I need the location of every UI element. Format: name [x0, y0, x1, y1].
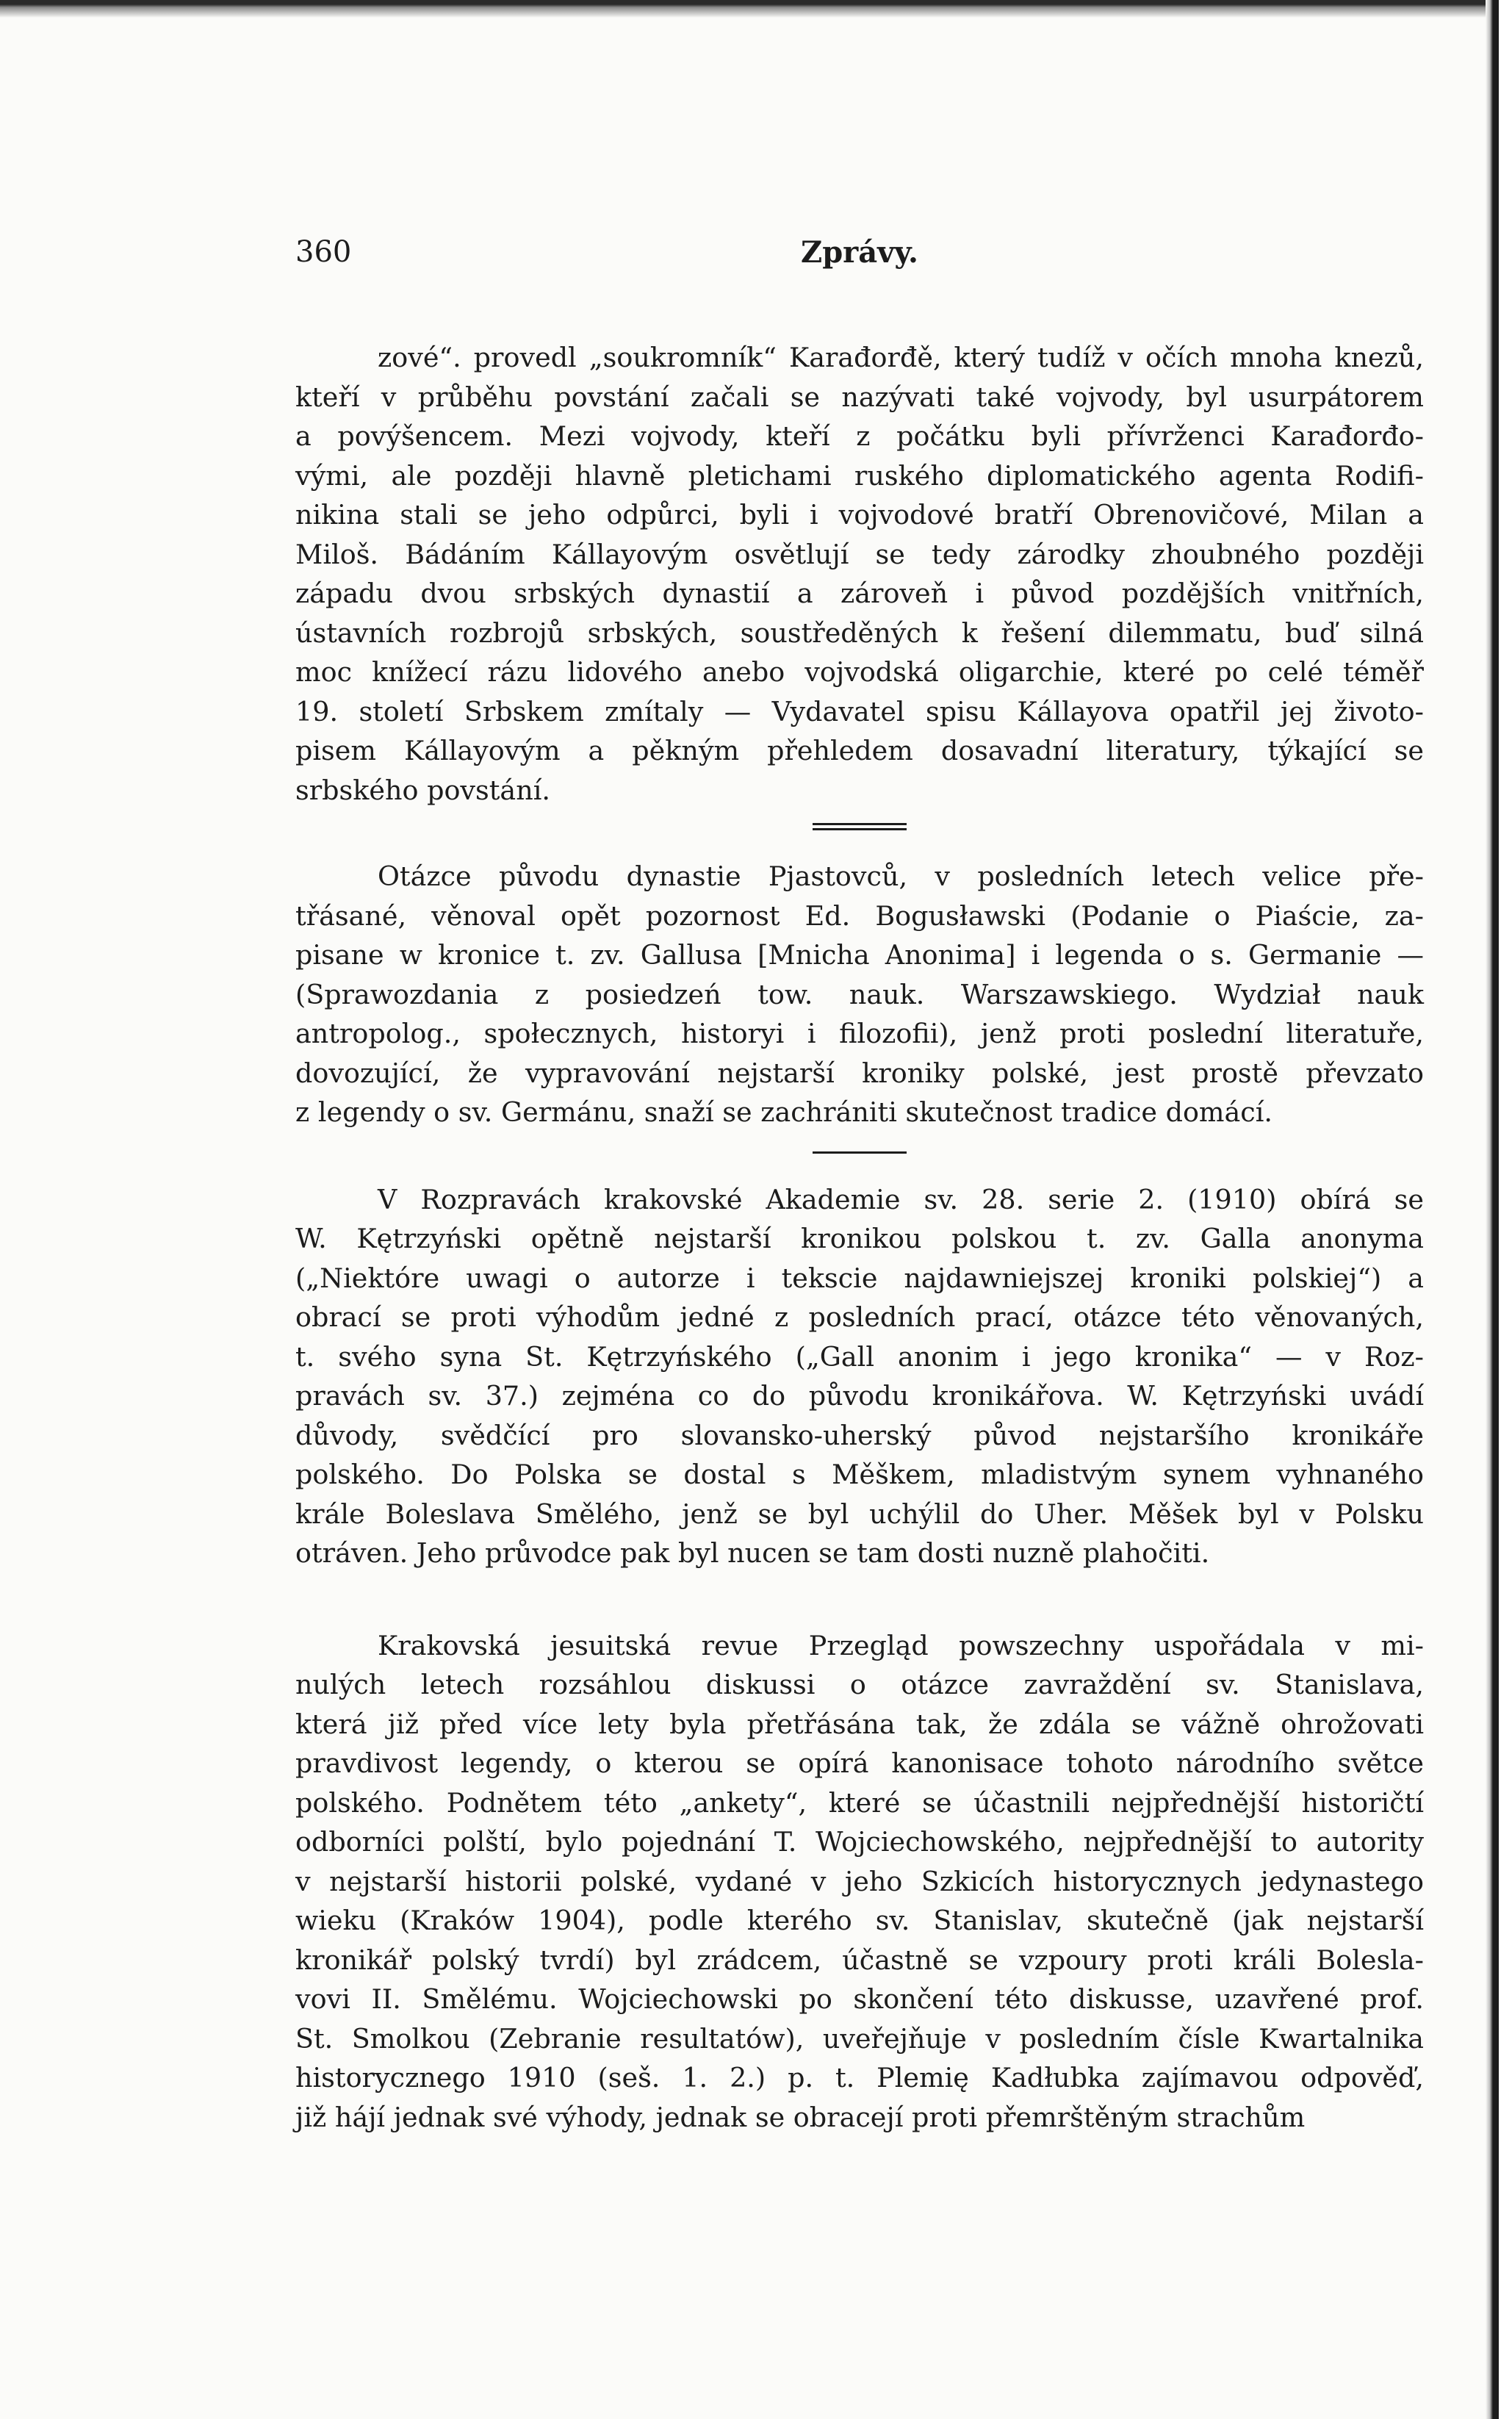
text-line: třásané, věnoval opět pozornost Ed. Bogusławski (Podanie o Piaście, za-	[295, 899, 1424, 932]
text-line: již hájí jednak své výhody, jednak se obracejí proti přemrštěným strachům	[295, 2101, 1306, 2133]
text-line: wieku (Kraków 1904), podle kterého sv. Stanislav, skutečně (jak nejstarší	[295, 1905, 1424, 1936]
page-header	[295, 235, 1424, 279]
paragraph	[295, 338, 1424, 810]
text-line: Miloš. Bádáním Kállayovým osvětlují se tedy zárodky zhoubného později	[295, 538, 1424, 570]
text-line: pisane w kronice t. zv. Gallusa [Mnicha Anonima] i legenda o s. Germanie —	[295, 939, 1424, 971]
text-line: v nejstarší historii polské, vydané v jeho Szkicích historycznych jedynastego	[295, 1865, 1424, 1897]
text-line: a povýšencem. Mezi vojvody, kteří z počátku byli přívrženci Karađorđo-	[295, 420, 1424, 452]
text-line: pravdivost legendy, o kterou se opírá kanonisace tohoto národního světce	[295, 1747, 1424, 1779]
paragraph	[295, 1180, 1424, 1573]
text-line: západu dvou srbských dynastií a zároveň i původ pozdějších vnitřních,	[295, 578, 1424, 609]
text-line: z legendy o sv. Germánu, snaží se zachrániti skutečnost tradice domácí.	[295, 1096, 1273, 1128]
paragraph	[295, 1626, 1424, 2138]
text-line: (Sprawozdania z posiedzeń tow. nauk. Warszawskiego. Wydział nauk	[295, 978, 1424, 1010]
text-line: („Niektóre uwagi o autorze i tekscie najdawniejszej kroniki polskiej“) a	[295, 1262, 1424, 1294]
text-line: antropolog., społecznych, historyi i filozofii), jenž proti poslední literatuře,	[295, 1018, 1424, 1049]
text-line: vými, ale později hlavně pletichami ruského diplomatického agenta Rodifi-	[295, 459, 1424, 492]
text-line: St. Smolkou (Zebranie resultatów), uveřejňuje v posledním čísle Kwartalnika	[295, 2022, 1424, 2055]
text-line: kteří v průběhu povstání začali se nazývati také vojvody, byl usurpátorem	[295, 381, 1424, 413]
paragraph	[295, 857, 1424, 1132]
text-line: kronikář polský tvrdí) byl zrádcem, účastně se vzpoury proti králi Bolesla-	[295, 1944, 1424, 1976]
text-column	[295, 235, 1424, 2137]
text-line: historycznego 1910 (seš. 1. 2.) p. t. Plemię Kadłubka zajímavou odpověď,	[295, 2062, 1424, 2093]
text-line: krále Boleslava Smělého, jenž se byl uchýlil do Uher. Měšek byl v Polsku	[295, 1498, 1424, 1530]
text-line: V Rozpravách krakovské Akademie sv. 28. serie 2. (1910) obírá se	[378, 1183, 1424, 1215]
page-right-edge	[1486, 0, 1499, 2419]
double-rule-divider	[813, 823, 907, 830]
text-line: pravách sv. 37.) zejména co do původu kronikářova. W. Kętrzyński uvádí	[295, 1380, 1424, 1412]
text-line: polského. Podnětem této „ankety“, které se účastnili nejpřednější historičtí	[295, 1786, 1424, 1819]
text-line: W. Kętrzyński opětně nejstarší kronikou polskou t. zv. Galla anonyma	[295, 1223, 1424, 1254]
text-line: 19. století Srbskem zmítaly — Vydavatel spisu Kállayova opatřil jej životo-	[295, 695, 1424, 727]
page-top-edge	[0, 0, 1499, 18]
text-line: Otázce původu dynastie Pjastovců, v posledních letech velice pře-	[378, 860, 1424, 892]
text-line: důvody, svědčící pro slovansko-uherský původ nejstaršího kronikáře	[295, 1419, 1424, 1451]
text-line: Krakovská jesuitská revue Przegląd powszechny uspořádala v mi-	[378, 1629, 1424, 1661]
running-head: Zprávy.	[801, 235, 918, 270]
text-line: obrací se proti výhodům jedné z posledních prací, otázce této věnovaných,	[295, 1301, 1424, 1333]
text-line: pisem Kállayovým a pěkným přehledem dosavadní literatury, týkající se	[295, 735, 1424, 766]
page-number: 360	[295, 235, 352, 269]
text-line: otráven. Jeho průvodce pak byl nucen se tam dosti nuzně plahočiti.	[295, 1537, 1210, 1569]
text-line: odborníci polští, bylo pojednání T. Wojciechowského, nejpřednější to autority	[295, 1826, 1424, 1858]
text-line: nulých letech rozsáhlou diskussi o otázce zavraždění sv. Stanislava,	[295, 1669, 1424, 1700]
text-line: vovi II. Smělému. Wojciechowski po skončení této diskusse, uzavřené prof.	[295, 1983, 1424, 2015]
text-line: moc knížecí rázu lidového anebo vojvodská oligarchie, které po celé téměř	[295, 656, 1424, 688]
text-line: dovozující, že vypravování nejstarší kroniky polské, jest prostě převzato	[295, 1057, 1424, 1089]
text-line: ústavních rozbrojů srbských, soustředěných k řešení dilemmatu, buď silná	[295, 617, 1424, 649]
text-line: která již před více lety byla přetřásána tak, že zdála se vážně ohrožovati	[295, 1708, 1424, 1740]
text-line: polského. Do Polska se dostal s Měškem, mladistvým synem vyhnaného	[295, 1459, 1424, 1490]
text-line: srbského povstání.	[295, 774, 550, 806]
text-line: nikina stali se jeho odpůrci, byli i vojvodové bratří Obrenovičové, Milan a	[295, 499, 1424, 531]
text-line: zové“. provedl „soukromník“ Karađorđě, který tudíž v očích mnoha knezů,	[378, 342, 1424, 373]
text-line: t. svého syna St. Kętrzyńského („Gall anonim i jego kronika“ — v Roz-	[295, 1340, 1424, 1373]
